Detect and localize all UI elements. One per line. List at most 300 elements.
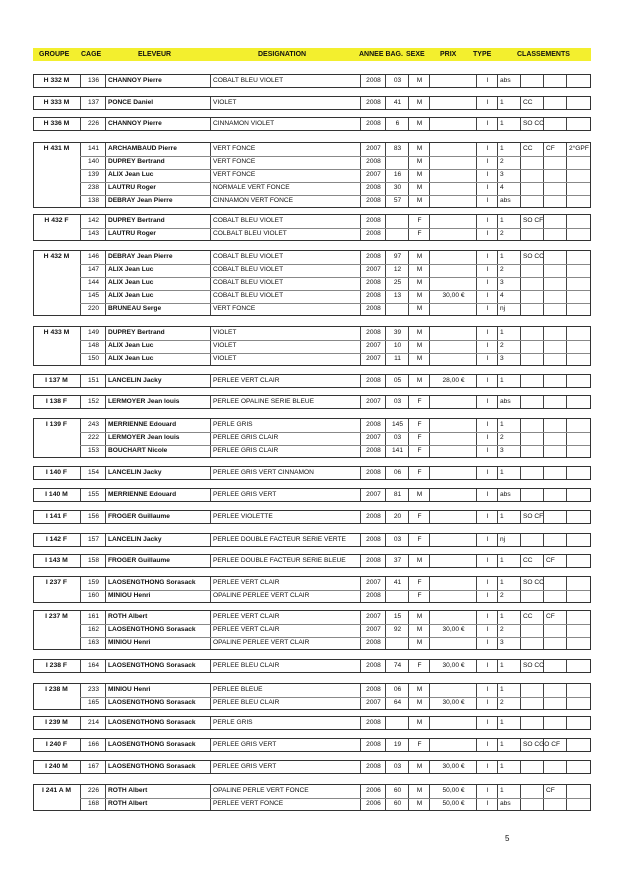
cell-c3 <box>569 432 589 444</box>
cell-c1: SO CF <box>523 217 544 224</box>
cell-eleveur: LANCELIN Jacky <box>108 377 162 384</box>
cell-cage: 226 <box>87 120 99 127</box>
table-row <box>34 290 590 303</box>
table-row <box>34 577 590 590</box>
cell-prix <box>432 555 475 567</box>
group-block <box>33 214 591 241</box>
cell-c1 <box>523 590 542 602</box>
group-block <box>33 610 591 650</box>
cell-c3 <box>569 169 589 181</box>
cell-cage: 143 <box>87 230 99 237</box>
cell-eleveur: MERRIENNE Edouard <box>108 421 177 428</box>
cell-type: I <box>486 217 489 224</box>
group-block <box>33 418 591 458</box>
table-row <box>34 375 590 388</box>
cell-bag: 37 <box>393 557 402 564</box>
cell-cage: 164 <box>87 662 99 669</box>
cell-c3: 2°GPF <box>569 145 589 152</box>
group-code: H 431 M <box>43 145 70 152</box>
group-block <box>33 738 591 752</box>
cell-cage: 161 <box>87 613 99 620</box>
table-row <box>34 195 590 208</box>
cell-type: I <box>486 305 489 312</box>
cell-eleveur: LANCELIN Jacky <box>108 469 162 476</box>
cell-rang: 1 <box>500 613 504 620</box>
cell-c3 <box>569 156 589 168</box>
group-code: I 140 F <box>45 469 68 476</box>
cell-c3 <box>569 577 589 589</box>
table-row <box>34 277 590 290</box>
cell-cage: 160 <box>87 592 99 599</box>
cell-prix <box>432 590 475 602</box>
cell-bag: 11 <box>394 355 401 362</box>
group-block <box>33 74 591 88</box>
cell-rang: 1 <box>500 99 504 106</box>
cell-bag: 16 <box>393 171 402 178</box>
cell-prix <box>432 353 475 365</box>
cell-c3 <box>569 340 589 352</box>
cell-cage: 158 <box>87 557 99 564</box>
cell-type: I <box>486 686 489 693</box>
group-code: I 137 M <box>45 377 68 384</box>
cell-c1: CC <box>523 99 533 106</box>
cell-c1 <box>523 761 542 773</box>
cell-cage: 167 <box>87 763 99 770</box>
header-prix: PRIX <box>440 51 457 58</box>
cell-c2 <box>546 182 565 194</box>
cell-c3 <box>569 660 589 672</box>
group-code: I 238 F <box>45 662 68 669</box>
table-row <box>34 251 590 264</box>
cell-sexe: M <box>416 491 423 498</box>
cell-annee: 2008 <box>366 421 381 428</box>
cell-designation: PERLEE GRIS VERT <box>213 491 277 498</box>
cell-prix: 30,00 € <box>442 292 465 299</box>
cell-c3 <box>569 739 589 751</box>
cell-designation: PERLEE VERT CLAIR <box>213 579 280 586</box>
cell-sexe: M <box>416 800 423 807</box>
cell-prix <box>432 419 475 431</box>
cell-c2: CF <box>546 613 555 620</box>
cell-sexe: F <box>417 579 422 586</box>
cell-annee: 2008 <box>366 253 381 260</box>
table-row <box>34 118 590 131</box>
cell-annee: 2007 <box>366 266 381 273</box>
cell-rang: 4 <box>500 184 504 191</box>
cell-rang: abs <box>500 77 511 84</box>
cell-cage: 142 <box>87 217 99 224</box>
cell-bag: 06 <box>393 469 402 476</box>
cell-rang: 1 <box>500 719 504 726</box>
table-row <box>34 489 590 502</box>
cell-rang: abs <box>500 398 511 405</box>
cell-sexe: M <box>416 719 423 726</box>
cell-bag: 64 <box>393 699 402 706</box>
cell-type: I <box>486 699 489 706</box>
cell-c1: SO CF <box>523 513 544 520</box>
cell-c2: CF <box>546 787 555 794</box>
cell-prix <box>432 340 475 352</box>
cell-prix <box>432 75 475 87</box>
cell-cage: 144 <box>87 279 99 286</box>
cell-cage: 154 <box>87 469 99 476</box>
cell-rang: nj <box>500 305 506 312</box>
cell-type: I <box>486 513 489 520</box>
cell-annee: 2007 <box>366 491 381 498</box>
cell-c3 <box>569 717 589 729</box>
cell-annee: 2008 <box>366 184 381 191</box>
cell-designation: VIOLET <box>213 342 237 349</box>
group-code: I 141 F <box>45 513 68 520</box>
cell-rang: 4 <box>500 292 504 299</box>
cell-type: I <box>486 171 489 178</box>
cell-designation: VERT FONCE <box>213 145 256 152</box>
cell-eleveur: LAOSENGTHONG Sorasack <box>108 719 196 726</box>
cell-c1 <box>523 419 542 431</box>
cell-cage: 150 <box>87 355 99 362</box>
cell-rang: 2 <box>500 266 504 273</box>
cell-eleveur: FROGER Guillaume <box>108 513 170 520</box>
cell-c3 <box>569 697 589 709</box>
cell-sexe: F <box>417 536 422 543</box>
header-designation: DESIGNATION <box>258 51 307 58</box>
cell-bag: 03 <box>393 434 402 441</box>
cell-type: I <box>486 491 489 498</box>
group-code: I 238 M <box>45 686 68 693</box>
cell-c2 <box>546 353 565 365</box>
cell-eleveur: ROTH Albert <box>108 613 148 620</box>
cell-bag: 30 <box>393 184 402 191</box>
cell-c1 <box>523 717 542 729</box>
cell-sexe: F <box>417 447 422 454</box>
cell-sexe: M <box>416 342 423 349</box>
cell-prix <box>432 251 475 263</box>
cell-eleveur: LAOSENGTHONG Sorasack <box>108 763 196 770</box>
cell-prix <box>432 195 475 207</box>
cell-eleveur: ALIX Jean Luc <box>108 292 154 299</box>
cell-designation: COBALT BLEU VIOLET <box>213 292 284 299</box>
cell-bag: 05 <box>393 377 402 384</box>
cell-c2 <box>546 169 565 181</box>
cell-c1 <box>523 228 542 240</box>
cell-designation: NORMALE VERT FONCE <box>213 184 290 191</box>
cell-prix: 50,00 € <box>442 800 465 807</box>
cell-annee: 2008 <box>366 230 381 237</box>
cell-c2 <box>546 717 565 729</box>
cell-bag: 39 <box>393 329 402 336</box>
group-block <box>33 395 591 409</box>
group-code: I 239 M <box>45 719 68 726</box>
cell-sexe: M <box>416 266 423 273</box>
cell-c1: CC <box>523 557 533 564</box>
cell-cage: 214 <box>87 719 99 726</box>
cell-bag: 81 <box>393 491 402 498</box>
cell-sexe: M <box>416 626 423 633</box>
cell-eleveur: ALIX Jean Luc <box>108 266 154 273</box>
cell-prix <box>432 445 475 457</box>
cell-rang: 2 <box>500 158 504 165</box>
cell-c3 <box>569 277 589 289</box>
cell-c2 <box>546 590 565 602</box>
cell-c1: SO CC <box>523 253 544 260</box>
cell-designation: VIOLET <box>213 329 237 336</box>
cell-designation: COBALT BLEU VIOLET <box>213 253 284 260</box>
cell-c2 <box>546 697 565 709</box>
cell-rang: 1 <box>500 557 504 564</box>
group-block <box>33 488 591 502</box>
cell-c1 <box>523 340 542 352</box>
cell-annee: 2008 <box>366 292 381 299</box>
cell-prix <box>432 228 475 240</box>
cell-designation: PERLEE GRIS VERT <box>213 763 277 770</box>
cell-eleveur: ALIX Jean Luc <box>108 342 154 349</box>
cell-sexe: F <box>417 398 422 405</box>
cell-bag: 41 <box>393 99 402 106</box>
group-code: I 237 M <box>45 613 68 620</box>
cell-sexe: M <box>416 197 423 204</box>
cell-c2 <box>546 798 565 810</box>
table-row <box>34 761 590 774</box>
table-row <box>34 717 590 730</box>
cell-eleveur: LAOSENGTHONG Sorasack <box>108 699 196 706</box>
cell-prix <box>432 143 475 155</box>
cell-prix: 30,00 € <box>442 763 465 770</box>
group-code: I 241 A M <box>42 787 71 794</box>
table-row <box>34 697 590 710</box>
cell-rang: 3 <box>500 279 504 286</box>
cell-bag: 10 <box>393 342 402 349</box>
cell-sexe: M <box>416 99 423 106</box>
table-row <box>34 590 590 603</box>
cell-type: I <box>486 355 489 362</box>
cell-eleveur: LAUTRU Roger <box>108 184 156 191</box>
cell-cage: 226 <box>87 787 99 794</box>
cell-c3 <box>569 97 589 109</box>
cell-bag: 03 <box>393 536 402 543</box>
cell-c1 <box>523 375 542 387</box>
cell-type: I <box>486 662 489 669</box>
cell-type: I <box>486 266 489 273</box>
cell-c2 <box>546 375 565 387</box>
cell-sexe: M <box>416 639 423 646</box>
cell-type: I <box>486 398 489 405</box>
cell-cage: 139 <box>87 171 99 178</box>
cell-eleveur: LERMOYER Jean louis <box>108 398 180 405</box>
cell-c3 <box>569 590 589 602</box>
cell-eleveur: BOUCHART Nicole <box>108 447 168 454</box>
cell-c1 <box>523 684 542 696</box>
table-row <box>34 785 590 798</box>
cell-rang: 1 <box>500 662 504 669</box>
cell-eleveur: MINIOU Henri <box>108 686 151 693</box>
cell-rang: 3 <box>500 171 504 178</box>
cell-c3 <box>569 761 589 773</box>
cell-c2 <box>546 624 565 636</box>
cell-prix <box>432 118 475 130</box>
cell-eleveur: LAOSENGTHONG Sorasack <box>108 741 196 748</box>
cell-c1 <box>523 169 542 181</box>
cell-bag: 19 <box>393 741 402 748</box>
cell-c2 <box>546 97 565 109</box>
group-code: I 138 F <box>45 398 68 405</box>
cell-annee: 2007 <box>366 626 381 633</box>
cell-bag: 12 <box>393 266 402 273</box>
cell-type: I <box>486 787 489 794</box>
cell-cage: 147 <box>87 266 99 273</box>
cell-type: I <box>486 434 489 441</box>
cell-designation: PERLEE VERT CLAIR <box>213 377 280 384</box>
cell-type: I <box>486 469 489 476</box>
cell-c3 <box>569 445 589 457</box>
cell-eleveur: CHANNOY Pierre <box>108 120 162 127</box>
cell-prix <box>432 467 475 479</box>
cell-designation: PERLEE DOUBLE FACTEUR SERIE VERTE <box>213 536 346 543</box>
table-row <box>34 660 590 673</box>
cell-c3 <box>569 264 589 276</box>
cell-sexe: M <box>416 699 423 706</box>
cell-designation: VIOLET <box>213 99 237 106</box>
cell-c2 <box>546 277 565 289</box>
cell-c3 <box>569 75 589 87</box>
cell-type: I <box>486 230 489 237</box>
group-block <box>33 659 591 673</box>
cell-type: I <box>486 613 489 620</box>
cell-sexe: F <box>417 230 422 237</box>
cell-designation: VERT FONCE <box>213 171 256 178</box>
cell-annee: 2008 <box>366 469 381 476</box>
cell-c1 <box>523 182 542 194</box>
cell-designation: VIOLET <box>213 355 237 362</box>
cell-c2 <box>546 228 565 240</box>
cell-c1 <box>523 467 542 479</box>
cell-designation: OPALINE PERLE VERT FONCE <box>213 787 309 794</box>
cell-sexe: F <box>417 434 422 441</box>
cell-designation: PERLEE VERT CLAIR <box>213 626 280 633</box>
cell-annee: 2008 <box>366 536 381 543</box>
cell-cage: 145 <box>87 292 99 299</box>
cell-rang: 3 <box>500 355 504 362</box>
cell-c1 <box>523 396 542 408</box>
cell-prix: 30,00 € <box>442 626 465 633</box>
cell-bag <box>388 717 407 729</box>
cell-c2 <box>546 684 565 696</box>
cell-c3 <box>569 182 589 194</box>
group-code: H 333 M <box>43 99 70 106</box>
cell-prix: 50,00 € <box>442 787 465 794</box>
cell-c3 <box>569 798 589 810</box>
group-block <box>33 533 591 547</box>
cell-c1 <box>523 445 542 457</box>
group-block <box>33 716 591 730</box>
cell-sexe: M <box>416 787 423 794</box>
table-row <box>34 432 590 445</box>
cell-c1: CC <box>523 613 533 620</box>
cell-c2 <box>546 215 565 227</box>
cell-annee: 2008 <box>366 513 381 520</box>
cell-annee: 2008 <box>366 662 381 669</box>
cell-type: I <box>486 447 489 454</box>
cell-eleveur: PONCE Daniel <box>108 99 154 106</box>
cell-c1 <box>523 303 542 315</box>
cell-cage: 151 <box>87 377 99 384</box>
header-cage: CAGE <box>81 51 102 58</box>
cell-type: I <box>486 197 489 204</box>
cell-prix <box>432 277 475 289</box>
cell-cage: 157 <box>87 536 99 543</box>
cell-annee: 2006 <box>366 800 381 807</box>
cell-cage: 233 <box>87 686 99 693</box>
cell-designation: COBALT BLEU VIOLET <box>213 266 284 273</box>
cell-cage: 152 <box>87 398 99 405</box>
cell-c1 <box>523 156 542 168</box>
cell-rang: 1 <box>500 579 504 586</box>
cell-annee: 2008 <box>366 639 381 646</box>
group-block <box>33 250 591 316</box>
cell-type: I <box>486 377 489 384</box>
cell-annee: 2008 <box>366 120 381 127</box>
cell-type: I <box>486 421 489 428</box>
cell-c1 <box>523 75 542 87</box>
cell-rang: 1 <box>500 741 504 748</box>
cell-designation: PERLE GRIS <box>213 421 253 428</box>
cell-designation: CINNAMON VERT FONCE <box>213 197 293 204</box>
group-code: I 237 F <box>45 579 68 586</box>
table-row <box>34 215 590 228</box>
cell-rang: 2 <box>500 626 504 633</box>
cell-type: I <box>486 536 489 543</box>
cell-bag: 74 <box>393 662 402 669</box>
cell-type: I <box>486 253 489 260</box>
cell-cage: 220 <box>87 305 99 312</box>
cell-eleveur: FROGER Guillaume <box>108 557 170 564</box>
cell-bag: 57 <box>393 197 402 204</box>
cell-c2 <box>546 327 565 339</box>
cell-cage: 153 <box>87 447 99 454</box>
cell-designation: PERLEE DOUBLE FACTEUR SERIE BLEUE <box>213 557 346 564</box>
group-block <box>33 683 591 710</box>
table-row <box>34 467 590 480</box>
cell-prix <box>432 156 475 168</box>
cell-rang: 1 <box>500 421 504 428</box>
cell-annee: 2007 <box>366 579 381 586</box>
cell-c3 <box>569 489 589 501</box>
cell-bag: 06 <box>393 686 402 693</box>
cell-designation: PERLEE BLEUE <box>213 686 263 693</box>
cell-c1: SO CGO CF <box>523 741 560 748</box>
cell-prix <box>432 303 475 315</box>
cell-annee: 2007 <box>366 613 381 620</box>
cell-cage: 243 <box>87 421 99 428</box>
table-row <box>34 419 590 432</box>
cell-c2 <box>546 511 565 523</box>
cell-sexe: F <box>417 217 422 224</box>
cell-designation: PERLEE BLEU CLAIR <box>213 699 280 706</box>
cell-cage: 222 <box>87 434 99 441</box>
cell-rang: 1 <box>500 513 504 520</box>
cell-bag: 25 <box>393 279 402 286</box>
cell-c3 <box>569 467 589 479</box>
cell-bag: 60 <box>393 787 402 794</box>
cell-c3 <box>569 327 589 339</box>
cell-annee: 2008 <box>366 329 381 336</box>
cell-designation: COBALT BLEU VIOLET <box>213 279 284 286</box>
cell-c2 <box>546 195 565 207</box>
cell-sexe: M <box>416 184 423 191</box>
cell-prix <box>432 739 475 751</box>
cell-eleveur: DUPREY Bertrand <box>108 217 165 224</box>
cell-cage: 140 <box>87 158 99 165</box>
cell-type: I <box>486 184 489 191</box>
